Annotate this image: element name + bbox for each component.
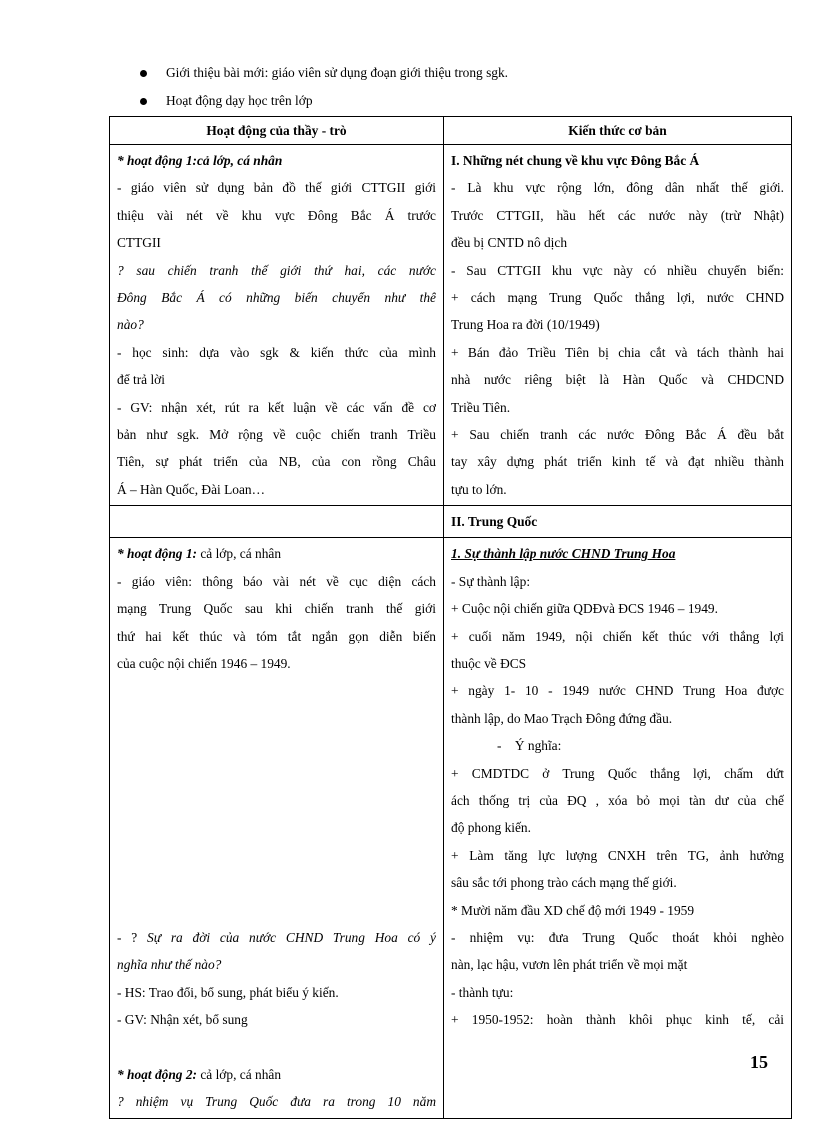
text-line: sâu sắc tới phong trào cách mạng thế giới. — [451, 875, 677, 891]
question-line: nào? — [117, 317, 144, 333]
section-heading: I. Những nét chung về khu vực Đông Bắc Á — [451, 153, 700, 168]
text-line: tựu to lớn. — [451, 481, 507, 497]
knowledge-cell — [444, 538, 792, 1118]
text-line: thứ hai kết thúc và tóm tắt ngắn gọn diễn biến — [117, 628, 436, 644]
lesson-table — [109, 116, 792, 1119]
table-row — [110, 538, 792, 1118]
bullet-dot-icon — [140, 70, 147, 77]
text-line: - Là khu vực rộng lớn, đông dân nhất thế giới. — [451, 180, 784, 196]
table-row — [110, 506, 792, 538]
activities-cell — [110, 145, 444, 506]
text-line: - giáo viên: thông báo vài nét về cục diện cách — [117, 573, 436, 589]
text-line: - Sau CTTGII khu vực này có nhiều chuyển biến: — [451, 262, 784, 278]
question-line: ? nhiệm vụ Trung Quốc đưa ra trong 10 năm — [117, 1094, 436, 1110]
text-line: CTTGII — [117, 235, 161, 251]
table-row — [110, 145, 792, 506]
text-line: + Làm tăng lực lượng CNXH trên TG, ảnh hưởng — [451, 847, 784, 863]
question-line: nghĩa như thế nào? — [117, 957, 222, 973]
question-line: - ? Sự ra đời của nước CHND Trung Hoa có ý — [117, 929, 436, 945]
text-line: + cuối năm 1949, nội chiến kết thúc với thắng lợi — [451, 628, 784, 644]
text-line: thành lập, do Mao Trạch Đông đứng đầu. — [451, 710, 673, 726]
text-line: - Sự thành lập: — [451, 573, 531, 589]
text-line: bản như sgk. Mở rộng về cuộc chiến tranh Triều — [117, 426, 436, 442]
page-number: 15 — [750, 1052, 768, 1072]
text-line: Trung Hoa ra đời (10/1949) — [451, 317, 600, 333]
text-line: thuộc về ĐCS — [451, 656, 527, 672]
activity-heading: * hoạt động 1:cả lớp, cá nhân — [117, 153, 283, 168]
text-line: + ngày 1- 10 - 1949 nước CHND Trung Hoa được — [451, 683, 784, 699]
text-line: để trả lời — [117, 372, 165, 388]
activity-heading: * hoạt động 2: cả lớp, cá nhân — [117, 1066, 282, 1082]
question-line: Đông Bắc Á có những biến chuyển như thế — [117, 289, 436, 305]
question-line: ? sau chiến tranh thế giới thứ hai, các nước — [117, 262, 436, 278]
text-line: - nhiệm vụ: đưa Trung Quốc thoát khỏi nghèo — [451, 929, 784, 945]
bullet-item: Hoạt động dạy học trên lớp — [140, 90, 508, 112]
text-line: thiệu vài nét về khu vực Đông Bắc Á trước — [117, 207, 436, 223]
text-line: - thành tựu: — [451, 984, 514, 1000]
knowledge-cell — [444, 506, 792, 538]
text-line: + cách mạng Trung Quốc thắng lợi, nước CHND — [451, 289, 784, 305]
section-heading: II. Trung Quốc — [451, 514, 538, 530]
text-line: + CMDTDC ở Trung Quốc thắng lợi, chấm dứt — [451, 765, 784, 781]
text-line: - Ý nghĩa: — [497, 738, 562, 754]
text-line: + Sau chiến tranh các nước Đông Bắc Á đều bắt — [451, 426, 784, 442]
text-line: ách thống trị của ĐQ , xóa bỏ mọi tàn dư của chế — [451, 792, 784, 808]
header-knowledge: Kiến thức cơ bản — [444, 117, 792, 145]
text-line: - giáo viên sử dụng bản đồ thế giới CTTGII giới — [117, 180, 436, 196]
text-line: + Bán đảo Triều Tiên bị chia cắt và tách thành hai — [451, 344, 784, 360]
text-line: + 1950-1952: hoàn thành khôi phục kinh tế, cải — [451, 1012, 784, 1028]
text-line: mạng Trung Quốc sau khi chiến tranh thế giới — [117, 601, 436, 617]
bullet-item: Giới thiệu bài mới: giáo viên sử dụng đoạn giới thiệu trong sgk. — [140, 62, 508, 84]
activity-heading: * hoạt động 1: cả lớp, cá nhân — [117, 546, 282, 562]
knowledge-cell — [444, 145, 792, 506]
text-line: Triều Tiên. — [451, 399, 511, 415]
header-activities: Hoạt động của thầy - trò — [110, 117, 444, 145]
text-line: đều bị CNTD nô dịch — [451, 235, 568, 251]
subsection-heading: 1. Sự thành lập nước CHND Trung Hoa — [451, 546, 676, 562]
text-line: nàn, lạc hậu, vươn lên phát triển về mọi mặt — [451, 957, 688, 973]
text-line: độ phong kiến. — [451, 820, 531, 836]
text-line: - học sinh: dựa vào sgk & kiến thức của mình — [117, 344, 436, 360]
text-line: Trước CTTGII, hầu hết các nước này (trừ Nhật) — [451, 207, 784, 223]
text-line: - GV: nhận xét, rút ra kết luận về các vấn đề cơ — [117, 399, 436, 415]
text-line: - HS: Trao đổi, bổ sung, phát biểu ý kiến. — [117, 984, 339, 1000]
bullet-dot-icon — [140, 98, 147, 105]
text-line: của cuộc nội chiến 1946 – 1949. — [117, 656, 291, 672]
text-line: Á – Hàn Quốc, Đài Loan… — [117, 481, 266, 497]
activities-cell — [110, 506, 444, 538]
text-line: Tiên, sự phát triển của NB, của con rồng Châu — [117, 454, 436, 470]
text-line: - GV: Nhận xét, bổ sung — [117, 1012, 248, 1028]
text-line: tay xây dựng phát triển kinh tế và đạt nhiều thành — [451, 454, 784, 470]
bullet-list — [140, 62, 508, 118]
table-header-row — [110, 117, 792, 145]
text-line: * Mười năm đầu XD chế độ mới 1949 - 1959 — [451, 902, 695, 918]
text-line: nhà nước riêng biệt là Hàn Quốc và CHDCND — [451, 372, 784, 388]
text-line: + Cuộc nội chiến giữa QDĐvà ĐCS 1946 – 1949. — [451, 601, 718, 617]
activities-cell — [110, 538, 444, 1118]
